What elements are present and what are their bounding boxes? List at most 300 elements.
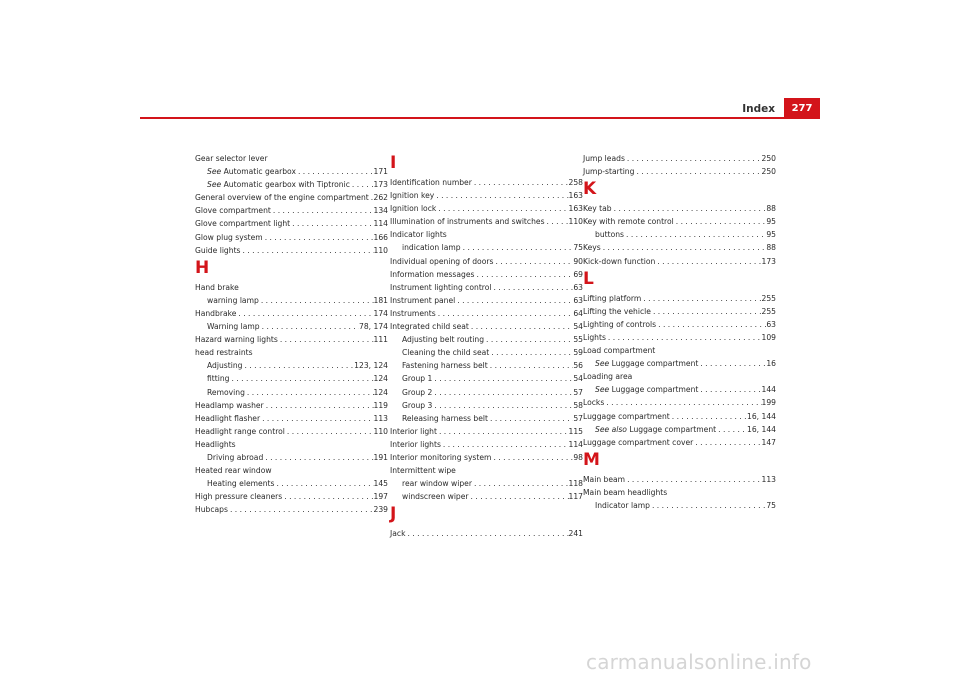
leader-dots bbox=[436, 307, 574, 320]
index-term: Interior light bbox=[390, 426, 437, 436]
leader-dots bbox=[698, 357, 766, 370]
index-entry bbox=[390, 527, 583, 540]
index-entry bbox=[583, 410, 776, 423]
index-entry-text bbox=[595, 228, 624, 241]
index-entry bbox=[195, 307, 388, 320]
index-subentry bbox=[390, 372, 583, 385]
page-reference: 54 bbox=[573, 322, 583, 332]
index-term: Cleaning the child seat bbox=[402, 348, 490, 358]
index-entry bbox=[583, 255, 776, 268]
index-entry-text bbox=[390, 228, 447, 241]
index-entry-text bbox=[583, 344, 655, 357]
leader-dots bbox=[274, 477, 373, 490]
index-entry bbox=[583, 370, 776, 383]
page-reference: 166 bbox=[373, 232, 388, 242]
index-term: Keys bbox=[583, 243, 601, 253]
page-header-title: Index bbox=[742, 103, 775, 115]
index-entry-text bbox=[402, 412, 488, 425]
index-term: Adjusting belt routing bbox=[402, 335, 485, 345]
leader-dots bbox=[282, 490, 373, 503]
page-reference: 57 bbox=[573, 413, 583, 423]
index-entry bbox=[390, 438, 583, 451]
leader-dots bbox=[432, 386, 573, 399]
index-term: Main beam bbox=[583, 474, 626, 484]
index-term: Identification number bbox=[390, 178, 472, 187]
index-entry bbox=[195, 204, 388, 217]
page-reference: 239 bbox=[373, 505, 388, 515]
index-entry-text bbox=[583, 486, 667, 499]
page-reference: 111 bbox=[373, 335, 388, 345]
index-term: Glow plug system bbox=[195, 232, 263, 242]
index-entry-text bbox=[207, 386, 245, 399]
page-reference: 144 bbox=[761, 385, 776, 395]
leader-dots bbox=[641, 292, 761, 305]
page-reference: 55 bbox=[573, 335, 583, 345]
index-entry-text bbox=[583, 255, 655, 268]
index-entry-text bbox=[583, 396, 604, 409]
index-term: Headlights bbox=[195, 439, 236, 449]
page-number-badge: 277 bbox=[784, 98, 820, 118]
leader-dots bbox=[612, 202, 767, 215]
page-reference: 90 bbox=[573, 256, 583, 266]
index-subentry bbox=[583, 383, 776, 396]
index-subentry bbox=[390, 399, 583, 412]
index-entry-text bbox=[195, 244, 241, 257]
index-term: Luggage compartment cover bbox=[583, 437, 694, 447]
index-subentry bbox=[583, 423, 776, 436]
index-term: High pressure cleaners bbox=[195, 492, 283, 502]
page-reference: 58 bbox=[573, 400, 583, 410]
index-entry bbox=[195, 191, 388, 204]
index-entry-text bbox=[583, 305, 651, 318]
index-term: Group 2 bbox=[402, 387, 433, 397]
page-reference: 64 bbox=[573, 308, 583, 318]
index-section-letter: M bbox=[583, 449, 600, 470]
index-subentry bbox=[195, 178, 388, 191]
index-entry-text bbox=[595, 423, 716, 436]
leader-dots bbox=[432, 399, 573, 412]
index-term: Glove compartment bbox=[195, 206, 271, 216]
index-term: Integrated child seat bbox=[390, 322, 469, 332]
index-entry-text bbox=[195, 204, 271, 217]
index-term: Headlamp washer bbox=[195, 400, 264, 410]
leader-dots bbox=[670, 410, 747, 423]
index-entry-text bbox=[402, 477, 472, 490]
page-reference: 241 bbox=[568, 529, 583, 539]
leader-dots bbox=[650, 499, 766, 512]
index-entry bbox=[583, 305, 776, 318]
index-entry bbox=[390, 215, 583, 228]
index-entry-text bbox=[402, 359, 488, 372]
index-term: Interior lights bbox=[390, 439, 441, 449]
index-entry-text bbox=[402, 399, 432, 412]
leader-dots bbox=[472, 176, 569, 189]
see-reference: See bbox=[595, 385, 610, 395]
index-term: Automatic gearbox bbox=[223, 167, 296, 177]
index-subentry bbox=[195, 372, 388, 385]
page-reference: 134 bbox=[373, 206, 388, 216]
index-entry-text bbox=[583, 165, 634, 178]
index-term: Lifting platform bbox=[583, 293, 642, 303]
index-subentry bbox=[583, 228, 776, 241]
page-reference: 115 bbox=[568, 426, 583, 436]
index-entry bbox=[195, 244, 388, 257]
index-entry bbox=[195, 490, 388, 503]
index-entry bbox=[390, 425, 583, 438]
index-term: Headlight range control bbox=[195, 426, 285, 436]
leader-dots bbox=[545, 215, 569, 228]
page-reference: 119 bbox=[373, 400, 388, 410]
index-entry-text bbox=[390, 176, 472, 189]
leader-dots bbox=[264, 399, 374, 412]
index-term: Instrument lighting control bbox=[390, 282, 492, 292]
index-entry-text bbox=[195, 333, 278, 346]
index-term: Releasing harness belt bbox=[402, 413, 489, 423]
index-entry-text bbox=[195, 464, 272, 477]
page-reference: 117 bbox=[568, 492, 583, 502]
index-subentry bbox=[195, 320, 388, 333]
leader-dots bbox=[296, 165, 374, 178]
index-term: Group 1 bbox=[402, 374, 433, 384]
index-subentry bbox=[390, 477, 583, 490]
index-column-1 bbox=[195, 152, 388, 516]
page-reference: 75 bbox=[766, 500, 776, 510]
leader-dots bbox=[493, 255, 573, 268]
leader-dots bbox=[432, 372, 573, 385]
index-section-letter: I bbox=[390, 153, 397, 173]
index-subentry bbox=[195, 294, 388, 307]
index-term: Interior monitoring system bbox=[390, 452, 492, 462]
index-entry-text bbox=[207, 451, 263, 464]
leader-dots bbox=[259, 294, 374, 307]
index-subentry bbox=[390, 386, 583, 399]
index-entry-text bbox=[390, 294, 455, 307]
index-entry bbox=[583, 473, 776, 486]
index-subentry bbox=[195, 359, 388, 372]
index-entry bbox=[195, 346, 388, 359]
index-entry bbox=[195, 281, 388, 294]
leader-dots bbox=[651, 305, 762, 318]
index-entry-text bbox=[595, 357, 698, 370]
index-term: buttons bbox=[595, 230, 625, 240]
index-entry-text bbox=[583, 436, 693, 449]
index-entry bbox=[583, 331, 776, 344]
index-entry bbox=[390, 294, 583, 307]
index-entry-text bbox=[402, 490, 469, 503]
index-entry-text bbox=[583, 473, 625, 486]
index-term: Fastening harness belt bbox=[402, 361, 488, 371]
leader-dots bbox=[491, 451, 573, 464]
index-entry bbox=[195, 399, 388, 412]
index-term: Removing bbox=[207, 387, 245, 397]
page-reference: 147 bbox=[761, 437, 776, 447]
index-term: Indicator lamp bbox=[595, 500, 650, 510]
index-term: Luggage compartment bbox=[611, 359, 699, 369]
index-term: Lights bbox=[583, 332, 606, 342]
index-entry-text bbox=[195, 490, 282, 503]
index-entry-text bbox=[583, 370, 632, 383]
leader-dots bbox=[263, 451, 373, 464]
page-reference: 174 bbox=[373, 308, 388, 318]
page-reference: 163 bbox=[568, 204, 583, 214]
index-entry-text bbox=[195, 412, 260, 425]
page-reference: 262 bbox=[373, 193, 388, 203]
index-entry-text bbox=[583, 318, 656, 331]
index-entry-text bbox=[195, 231, 263, 244]
index-entry bbox=[583, 215, 776, 228]
index-subentry bbox=[390, 359, 583, 372]
index-entry-text bbox=[195, 503, 228, 516]
leader-dots bbox=[601, 241, 767, 254]
index-entry-text bbox=[195, 438, 236, 451]
page-reference: 95 bbox=[766, 217, 776, 227]
index-entry bbox=[195, 333, 388, 346]
leader-dots bbox=[441, 438, 569, 451]
header-rule bbox=[140, 117, 820, 119]
leader-dots bbox=[242, 359, 354, 372]
index-entry-text bbox=[195, 191, 369, 204]
index-term: Lifting the vehicle bbox=[583, 306, 651, 316]
leader-dots bbox=[260, 412, 373, 425]
leader-dots bbox=[434, 189, 568, 202]
leader-dots bbox=[290, 217, 373, 230]
index-section-letter: K bbox=[583, 179, 597, 200]
index-entry-text bbox=[207, 477, 274, 490]
index-term: Information messages bbox=[390, 269, 475, 279]
index-term: Handbrake bbox=[195, 308, 237, 318]
page-reference: 54 bbox=[573, 374, 583, 384]
page-reference: 57 bbox=[573, 387, 583, 397]
index-entry bbox=[195, 464, 388, 477]
leader-dots bbox=[236, 307, 373, 320]
index-term: Instrument panel bbox=[390, 295, 456, 305]
index-term: Main beam headlights bbox=[583, 487, 668, 497]
page-reference: 250 bbox=[761, 154, 776, 163]
index-entry bbox=[195, 152, 388, 165]
index-term: Heating elements bbox=[207, 479, 275, 489]
page-reference: 171 bbox=[373, 167, 388, 177]
index-term: Adjusting bbox=[207, 361, 243, 371]
page-reference: 145 bbox=[373, 479, 388, 489]
index-subentry bbox=[390, 241, 583, 254]
index-subentry bbox=[390, 412, 583, 425]
leader-dots bbox=[263, 231, 374, 244]
index-entry-text bbox=[390, 438, 441, 451]
page-reference: 114 bbox=[568, 439, 583, 449]
index-subentry bbox=[583, 499, 776, 512]
page-reference: 124 bbox=[373, 374, 388, 384]
page-reference: 59 bbox=[573, 348, 583, 358]
page-reference: 250 bbox=[761, 167, 776, 177]
index-term: Automatic gearbox with Tiptronic bbox=[223, 180, 350, 190]
page-reference: 16, 144 bbox=[747, 411, 776, 421]
leader-dots bbox=[604, 396, 761, 409]
index-section-letter: L bbox=[583, 268, 594, 289]
index-entry bbox=[390, 464, 583, 477]
page-reference: 16, 144 bbox=[747, 424, 776, 434]
page-reference: 16 bbox=[766, 359, 776, 369]
page-reference: 88 bbox=[766, 243, 776, 253]
index-entry-text bbox=[390, 464, 456, 477]
leader-dots bbox=[229, 372, 373, 385]
leader-dots bbox=[625, 473, 761, 486]
page-reference: 78, 174 bbox=[359, 322, 388, 332]
page-reference: 191 bbox=[373, 452, 388, 462]
index-entry bbox=[195, 438, 388, 451]
page-reference: 63 bbox=[573, 282, 583, 292]
index-term: Luggage compartment bbox=[583, 411, 670, 421]
index-entry-text bbox=[207, 178, 350, 191]
leader-dots bbox=[656, 318, 766, 331]
index-entry-text bbox=[583, 292, 641, 305]
index-entry-text bbox=[595, 383, 698, 396]
index-entry-text bbox=[207, 372, 229, 385]
index-term: Headlight flasher bbox=[195, 413, 261, 423]
page-reference: 181 bbox=[373, 295, 388, 305]
leader-dots bbox=[625, 152, 762, 165]
index-entry-text bbox=[583, 202, 612, 215]
index-entry-text bbox=[402, 241, 461, 254]
index-entry-text bbox=[207, 294, 259, 307]
index-term: Instruments bbox=[390, 308, 436, 318]
leader-dots bbox=[624, 228, 766, 241]
index-term: indication lamp bbox=[402, 243, 461, 253]
index-term: Heated rear window bbox=[195, 466, 272, 476]
index-entry-text bbox=[390, 202, 436, 215]
index-term: Glove compartment light bbox=[195, 219, 291, 229]
index-term: Luggage compartment bbox=[629, 424, 717, 434]
index-entry-text bbox=[390, 189, 434, 202]
index-entry-text bbox=[583, 215, 674, 228]
index-entry bbox=[390, 189, 583, 202]
index-entry-text bbox=[390, 527, 405, 540]
index-entry-text bbox=[402, 333, 484, 346]
page-reference: 113 bbox=[761, 474, 776, 484]
index-entry-text bbox=[390, 215, 545, 228]
leader-dots bbox=[469, 490, 569, 503]
see-reference: See bbox=[595, 359, 610, 369]
index-entry bbox=[583, 152, 776, 165]
index-term: head restraints bbox=[195, 348, 253, 358]
see-reference: See bbox=[207, 180, 222, 190]
index-term: General overview of the engine compartment bbox=[195, 193, 369, 203]
index-entry bbox=[195, 231, 388, 244]
index-subentry bbox=[195, 451, 388, 464]
index-term: rear window wiper bbox=[402, 479, 472, 489]
index-entry-text bbox=[583, 410, 670, 423]
leader-dots bbox=[461, 241, 574, 254]
page-reference: 110 bbox=[373, 245, 388, 255]
index-entry bbox=[195, 503, 388, 516]
page-reference: 109 bbox=[761, 332, 776, 342]
index-entry-text bbox=[583, 241, 601, 254]
leader-dots bbox=[484, 333, 573, 346]
index-entry-text bbox=[402, 346, 489, 359]
leader-dots bbox=[716, 423, 747, 436]
index-term: Key with remote control bbox=[583, 217, 674, 227]
page-reference: 110 bbox=[373, 426, 388, 436]
index-term: Guide lights bbox=[195, 245, 241, 255]
index-subentry bbox=[195, 477, 388, 490]
index-entry-text bbox=[195, 425, 285, 438]
index-term: Jump-starting bbox=[583, 167, 635, 177]
index-term: Hazard warning lights bbox=[195, 335, 278, 345]
leader-dots bbox=[693, 436, 761, 449]
index-term: Jump leads bbox=[583, 154, 625, 163]
index-entry-text bbox=[390, 255, 493, 268]
index-entry bbox=[583, 292, 776, 305]
leader-dots bbox=[241, 244, 374, 257]
index-entry-text bbox=[195, 217, 290, 230]
index-term: Hand brake bbox=[195, 282, 239, 292]
index-entry-text bbox=[207, 359, 242, 372]
page-reference: 56 bbox=[573, 361, 583, 371]
index-entry bbox=[195, 412, 388, 425]
leader-dots bbox=[488, 412, 573, 425]
index-entry-text bbox=[402, 372, 432, 385]
page-reference: 199 bbox=[761, 398, 776, 408]
leader-dots bbox=[278, 333, 374, 346]
index-term: Illumination of instruments and switches bbox=[390, 217, 545, 227]
page-reference: 75 bbox=[573, 243, 583, 253]
index-entry bbox=[390, 202, 583, 215]
index-term: Locks bbox=[583, 398, 605, 408]
leader-dots bbox=[606, 331, 762, 344]
leader-dots bbox=[455, 294, 573, 307]
leader-dots bbox=[634, 165, 761, 178]
page-reference: 110 bbox=[568, 217, 583, 227]
page-reference: 197 bbox=[373, 492, 388, 502]
index-entry bbox=[390, 307, 583, 320]
leader-dots bbox=[655, 255, 761, 268]
index-entry-text bbox=[207, 320, 260, 333]
page-reference: 63 bbox=[766, 319, 776, 329]
index-term: Indicator lights bbox=[390, 230, 447, 240]
leader-dots bbox=[405, 527, 568, 540]
page-reference: 113 bbox=[373, 413, 388, 423]
index-term: Gear selector lever bbox=[195, 154, 268, 163]
index-entry-text bbox=[583, 331, 606, 344]
index-term: Loading area bbox=[583, 372, 633, 382]
index-entry bbox=[390, 451, 583, 464]
see-reference: See bbox=[207, 167, 222, 177]
index-entry bbox=[583, 396, 776, 409]
leader-dots bbox=[436, 202, 568, 215]
index-term: windscreen wiper bbox=[402, 492, 469, 502]
index-section-letter: H bbox=[195, 257, 210, 278]
page-reference: 98 bbox=[573, 452, 583, 462]
index-column-3 bbox=[583, 152, 776, 512]
index-entry bbox=[583, 165, 776, 178]
index-term: Kick-down function bbox=[583, 256, 656, 266]
index-entry-text bbox=[595, 499, 650, 512]
index-entry-text bbox=[390, 451, 491, 464]
index-subentry bbox=[195, 386, 388, 399]
index-entry bbox=[390, 268, 583, 281]
index-term: fitting bbox=[207, 374, 230, 384]
page-reference: 173 bbox=[761, 256, 776, 266]
page-reference: 114 bbox=[373, 219, 388, 229]
index-entry bbox=[583, 486, 776, 499]
index-entry-text bbox=[583, 152, 625, 165]
index-entry-text bbox=[390, 268, 474, 281]
leader-dots bbox=[271, 204, 374, 217]
leader-dots bbox=[245, 386, 374, 399]
page-reference: 63 bbox=[573, 295, 583, 305]
page-reference: 118 bbox=[568, 479, 583, 489]
leader-dots bbox=[674, 215, 767, 228]
index-term: Ignition lock bbox=[390, 204, 437, 214]
